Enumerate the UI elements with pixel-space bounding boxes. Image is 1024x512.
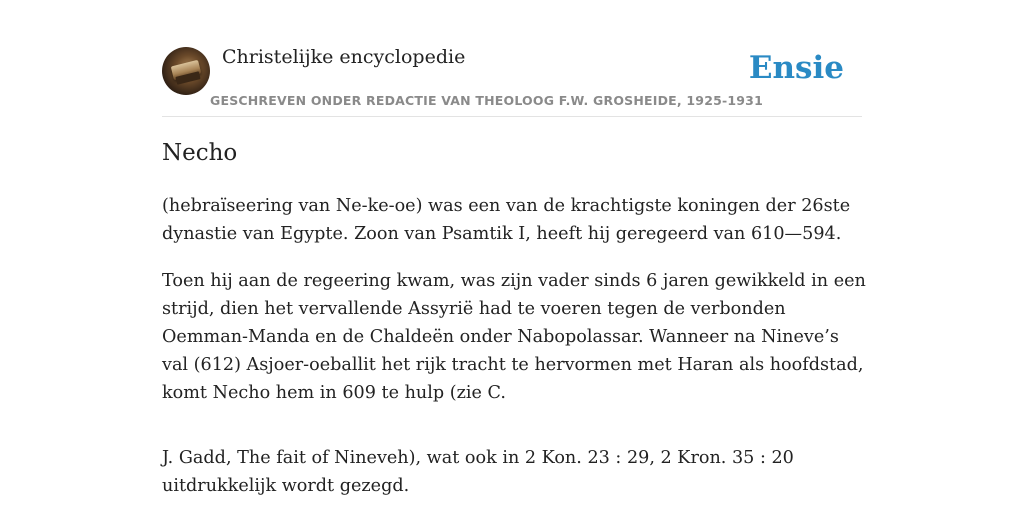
article-body (162, 192, 867, 512)
site-title[interactable]: Christelijke encyclopedie (222, 46, 466, 68)
page-title: Necho (162, 140, 238, 166)
site-header (162, 46, 862, 117)
avatar[interactable] (162, 47, 210, 95)
article-paragraph: (hebraïseering van Ne-ke-oe) was een van de krachtigste koningen der 26ste dynastie van Egypte. Zoon van Psamtik I, heeft hij geregeerd van 610—594. (162, 196, 851, 244)
article-paragraph: J. Gadd, The fait of Nineveh), wat ook in 2 Kon. 23 : 29, 2 Kron. 35 : 20 uitdrukkelijk wordt gezegd. (162, 448, 794, 496)
article-paragraph: Toen hij aan de regeering kwam, was zijn vader sinds 6 jaren gewikkeld in een strijd, dien het vervallende Assyrië had te voeren tegen de verbonden Oemman-Manda en de Chaldeën onder Nabopolassar. Wanneer na Nineve’s val (612) Asjoer-oeballit het rijk tracht te hervormen met Haran als hoofdstad, komt Necho hem in 609 te hulp (zie C. (162, 271, 866, 403)
site-subtitle: GESCHREVEN ONDER REDACTIE VAN THEOLOOG F.W. GROSHEIDE, 1925-1931 (210, 93, 763, 108)
brand-logo[interactable]: Ensie (748, 50, 844, 86)
